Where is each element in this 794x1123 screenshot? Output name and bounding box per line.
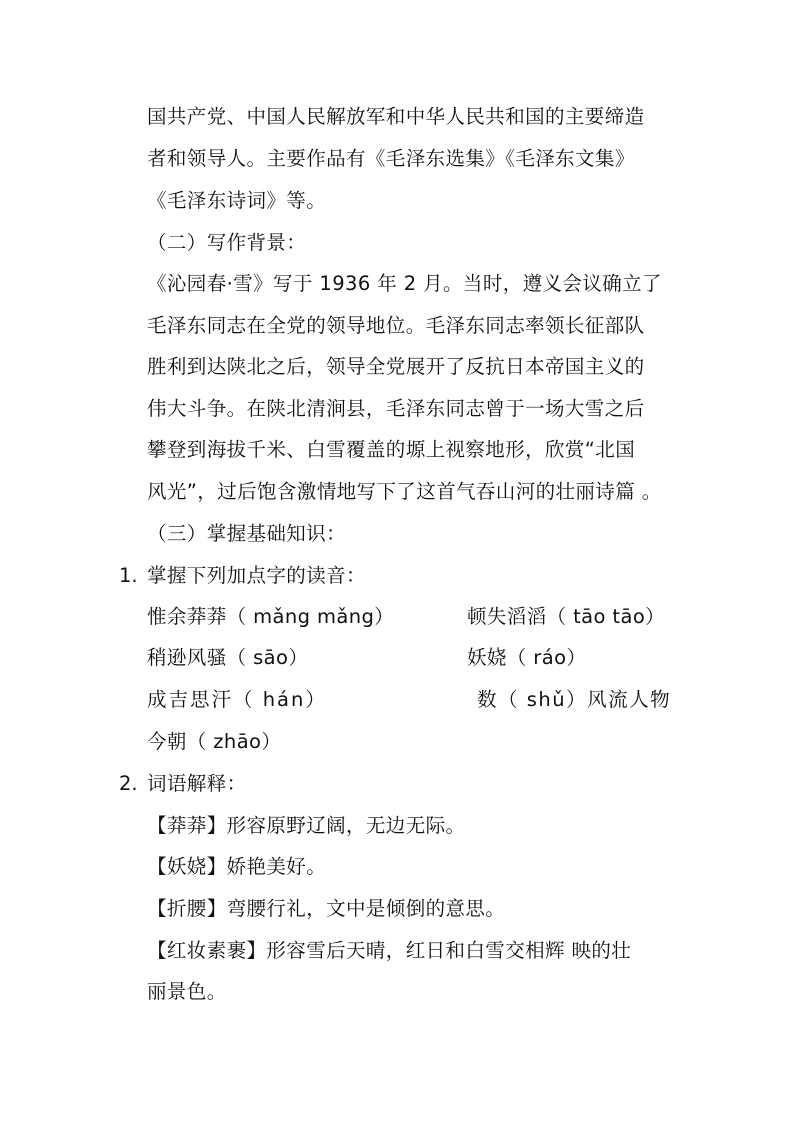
pinyin-left: 稍逊风骚（ sāo） [147, 646, 309, 669]
intro-line-2: 者和领导人。主要作品有《毛泽东选集》《毛泽东文集》 [147, 147, 635, 170]
pinyin-right: 妖娆（ ráo） [467, 646, 587, 669]
pinyin-left: 成吉思汗（ hán） [147, 688, 327, 711]
list-number-2: 2. [119, 772, 138, 795]
list-number-1: 1. [119, 564, 138, 587]
item2-title: 词语解释： [147, 772, 247, 795]
background-line: 毛泽东同志在全党的领导地位。毛泽东同志率领长征部队 [147, 314, 645, 337]
definition-entry: 【妖娆】娇艳美好。 [147, 855, 327, 878]
background-line: 伟大斗争。在陕北清涧县，毛泽东同志曾于一场大雪之后 [147, 397, 645, 420]
pinyin-left: 惟余莽莽（ mǎng mǎng） [147, 605, 395, 628]
background-line: 风光”，过后饱含激情地写下了这首气吞山河的壮丽诗篇 。 [147, 480, 662, 503]
definition-entry: 【红妆素裹】形容雪后天晴，红日和白雪交相辉 映的壮 [147, 939, 632, 962]
pinyin-last: 今朝（ zhāo） [147, 730, 282, 753]
intro-line-1: 国共产党、中国人民解放军和中华人民共和国的主要缔造 [147, 105, 645, 128]
pinyin-right: 顿失滔滔（ tāo tāo） [467, 605, 666, 628]
section-heading-background: （二）写作背景： [147, 231, 307, 254]
pinyin-right: 数（ shǔ）风流人物 [477, 688, 672, 711]
definition-entry: 【莽莽】形容原野辽阔，无边无际。 [147, 814, 466, 837]
background-line: 《沁园春·雪》写于 1936 年 2 月。当时，遵义会议确立了 [147, 272, 662, 295]
background-line: 胜利到达陕北之后，领导全党展开了反抗日本帝国主义的 [147, 355, 645, 378]
background-line: 攀登到海拔千米、白雪覆盖的塬上视察地形，欣赏“北国 [147, 438, 636, 461]
section-heading-basics: （三）掌握基础知识： [147, 522, 347, 545]
intro-line-3: 《毛泽东诗词》等。 [147, 189, 327, 212]
item1-title: 掌握下列加点字的读音： [147, 564, 366, 587]
definition-continuation: 丽景色。 [147, 980, 227, 1003]
definition-entry: 【折腰】弯腰行礼，文中是倾倒的意思。 [147, 897, 506, 920]
